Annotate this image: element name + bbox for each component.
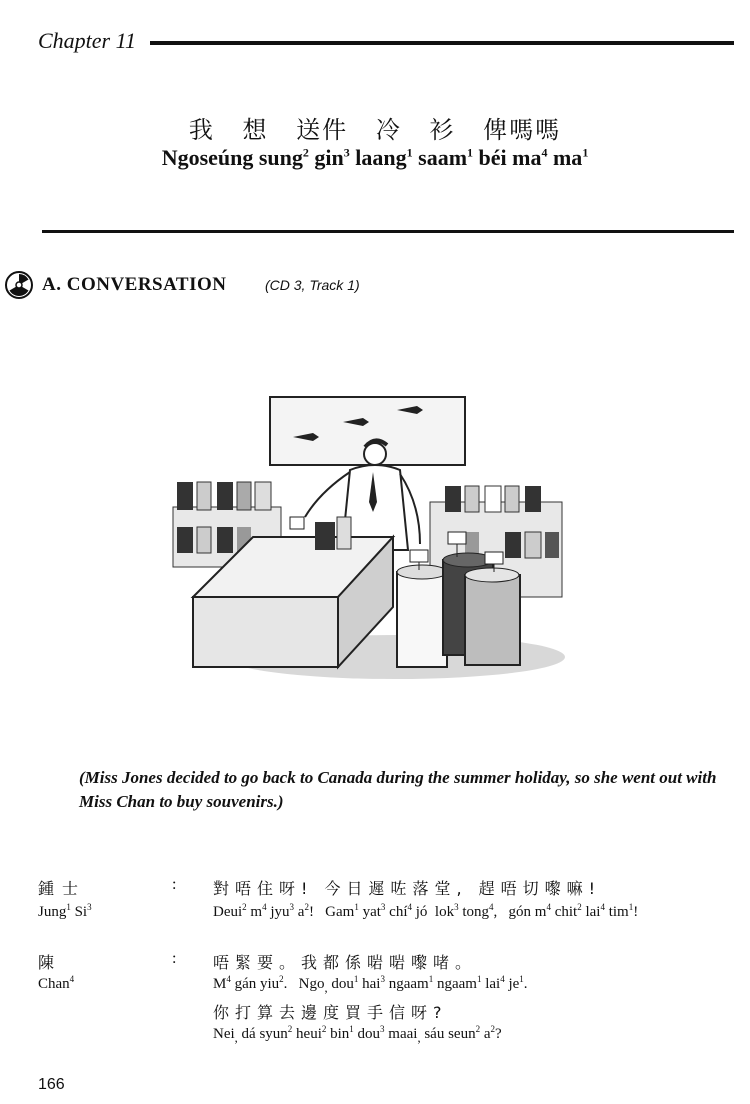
chapter-heading: Chapter 11 bbox=[38, 28, 136, 53]
speaker-chinese: 陳 bbox=[38, 953, 63, 972]
section-title: A. CONVERSATION bbox=[42, 274, 227, 295]
title-romanization: Ngoseúng sung$^2$ gin$^3$ laang$^1$ saam$^1$ béi $ma^4$ $ma^1$ bbox=[161, 145, 589, 170]
dialogue-line-romanization: Nei$_,$ dá syun$^2$ heui$^2$ bin$^1$ dou$^3$ maai$_,$ sáu seun$^2$ $a^2$? bbox=[213, 1024, 502, 1045]
scene-note: (Miss Jones decided to go back to Canada during the summer holiday, so she went out with Miss Chan to buy souvenirs.) bbox=[79, 768, 717, 811]
page-number: 166 bbox=[38, 1076, 65, 1093]
dialogue-line-chinese: 你打算去邊度買手信呀? bbox=[213, 1003, 448, 1022]
dialogue-line-chinese: 唔緊要。我都係啱啱嚟啫。 bbox=[213, 953, 478, 972]
cd-track-label: (CD 3, Track 1) bbox=[265, 277, 360, 293]
title-chinese: 我 想 送件 冷 衫 俾嗎嗎 bbox=[188, 116, 562, 144]
cd-audio-icon bbox=[4, 270, 34, 300]
dialogue-line-romanization: $M^4$ gán yiu$^2$. Ngo$_,$ dou$^1$ hai$^3$ ngaam$^1$ ngaam$^1$ lai$^4$ $je^1$. bbox=[213, 974, 528, 995]
dialogue-line-romanization: Deui$^2$ $m^4$ jyu$^3$ $a^2$! Gam$^1$ yat$^3$ chí$^4$ jó lok$^3$ tong$^4$, gón $m^4$ chit$^2$ lai$^4$ tim$^1$! bbox=[213, 902, 639, 920]
speaker-chinese: 鍾士 bbox=[38, 879, 87, 898]
colon: : bbox=[172, 950, 177, 967]
dialogue-line-chinese: 對唔住呀! 今日遲咗落堂, 趕唔切嚟嘛! bbox=[213, 879, 602, 898]
shop-illustration bbox=[165, 392, 570, 682]
speaker-romanization: Chan$^4$ bbox=[38, 974, 75, 992]
chapter-rule bbox=[150, 41, 734, 45]
title-rule bbox=[42, 230, 734, 233]
colon: : bbox=[172, 876, 177, 893]
speaker-romanization: Jung$^1$ Si$^3$ bbox=[38, 902, 92, 920]
